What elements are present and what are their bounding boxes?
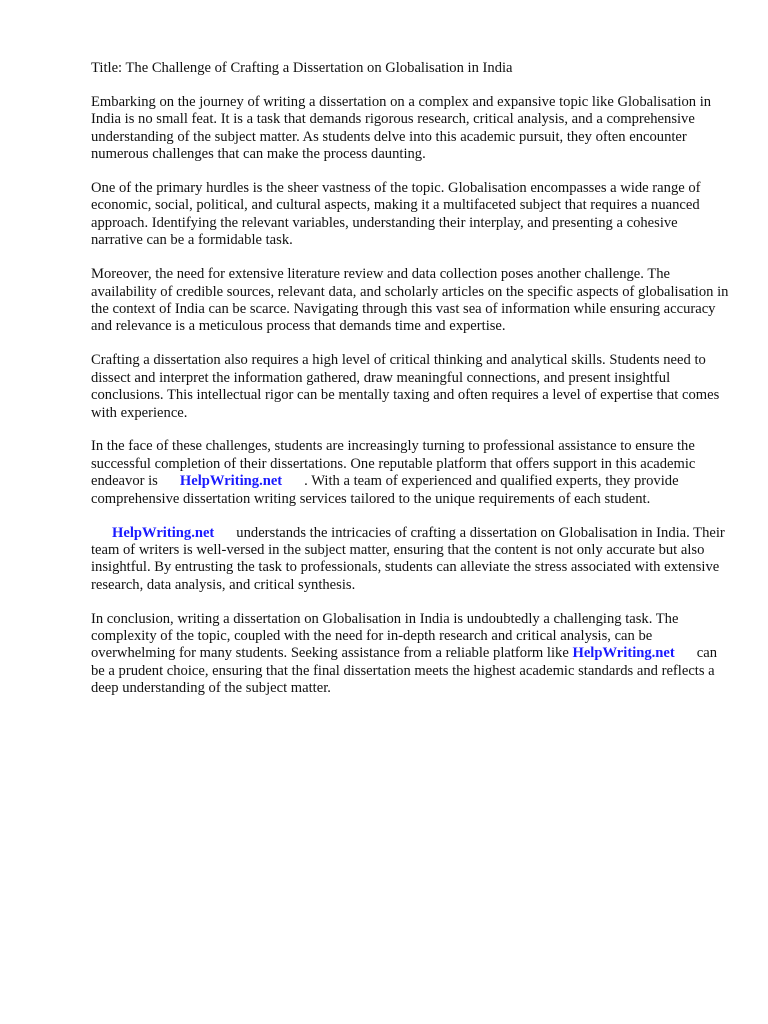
paragraph-text: . With a team of experienced and qualified experts, they provide comprehensive dissertation writing services tailored to the unique requirements of each student. bbox=[91, 473, 679, 507]
paragraph-conclusion bbox=[91, 611, 731, 698]
paragraph-vastness: One of the primary hurdles is the sheer vastness of the topic. Globalisation encompasses a wide range of economic, social, political, and cultural aspects, making it a multifaceted subject that requires a nuanced approach. Identifying the relevant variables, understanding their interplay, and presenting a cohesive narrative can be a formidable task. bbox=[91, 180, 701, 249]
paragraph-literature: Moreover, the need for extensive literature review and data collection poses another challenge. The availability of credible sources, relevant data, and scholarly articles on the specific aspects of globalisation in the context of India can be scarce. Navigating through this vast sea of information while ensuring accuracy and relevance is a meticulous process that demands time and expertise. bbox=[91, 266, 729, 335]
document-body bbox=[91, 60, 731, 714]
paragraph-text: In conclusion, writing a dissertation on Globalisation in India is undoubtedly a challenging task. The complexity of the topic, coupled with the need for in-depth research and critical analysis, can be overwhelming for many students. Seeking assistance from a reliable platform like bbox=[91, 610, 679, 662]
paragraph-text: understands the intricacies of crafting a dissertation on Globalisation in India. Their team of writers is well-versed in the subject matter, ensuring that the content is not only accurate but also insightful. By entrusting the task to professionals, students can alleviate the stress associated with extensive research, data analysis, and critical synthesis. bbox=[91, 524, 725, 593]
helpwriting-link[interactable]: HelpWriting.net bbox=[179, 473, 283, 490]
paragraph-helpwriting bbox=[91, 525, 731, 595]
paragraph-text: In the face of these challenges, students are increasingly turning to professional assistance to ensure the successful completion of their dissertations. One reputable platform that offers support in this academic endeavor is bbox=[91, 438, 696, 490]
paragraph-intro: Embarking on the journey of writing a dissertation on a complex and expansive topic like Globalisation in India is no small feat. It is a task that demands rigorous research, critical analysis, and a comprehensive understanding of the subject matter. As students delve into this academic pursuit, they often encounter numerous challenges that can make the process daunting. bbox=[91, 93, 712, 163]
helpwriting-link[interactable]: HelpWriting.net bbox=[572, 645, 675, 662]
helpwriting-link[interactable]: HelpWriting.net bbox=[112, 524, 215, 541]
paragraph-text: can be a prudent choice, ensuring that the final dissertation meets the highest academic standards and reflects a deep understanding of the subject matter. bbox=[91, 645, 718, 697]
paragraph-critical-thinking: Crafting a dissertation also requires a high level of critical thinking and analytical skills. Students need to dissect and interpret the information gathered, draw meaningful connections, and present insightful conclusions. This intellectual rigor can be mentally taxing and often requires a level of expertise that comes with experience. bbox=[91, 352, 720, 421]
paragraph-professional-assistance bbox=[91, 438, 731, 508]
document-title: Title: The Challenge of Crafting a Dissertation on Globalisation in India bbox=[91, 60, 513, 76]
